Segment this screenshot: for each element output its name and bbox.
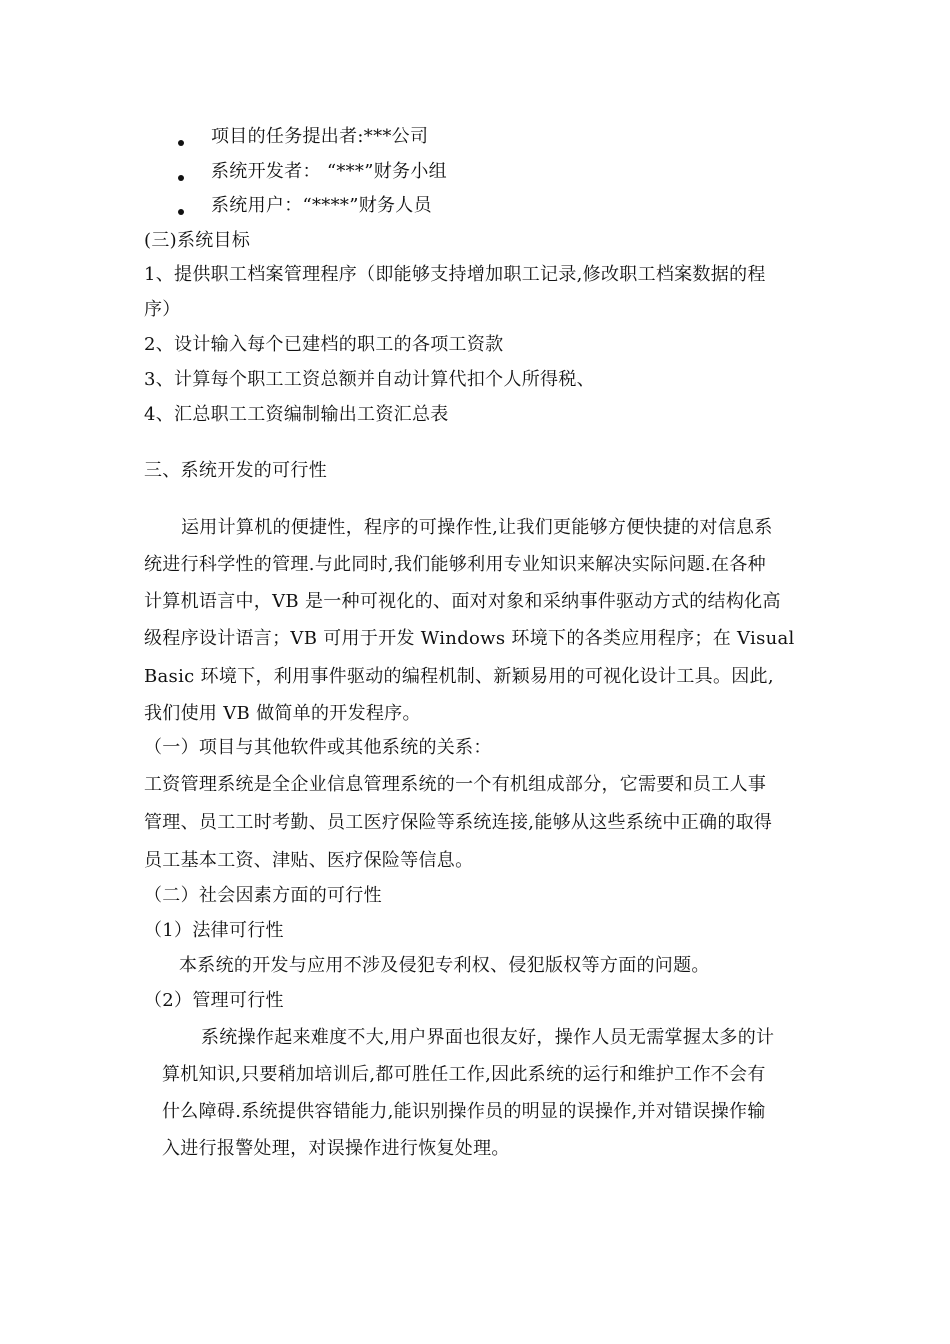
paragraph-line: 级程序设计语言；VB 可用于开发 Windows 环境下的各类应用程序；在 Visual — [144, 628, 795, 649]
section-heading: 三、系统开发的可行性 — [144, 460, 327, 481]
management-heading: （2）管理可行性 — [144, 990, 284, 1011]
paragraph-line: 管理、员工工时考勤、员工医疗保险等系统连接,能够从这些系统中正确的取得 — [144, 812, 773, 833]
subsection-heading: （一）项目与其他软件或其他系统的关系： — [144, 737, 492, 758]
bullet-dot — [178, 140, 184, 146]
goals-heading: (三)系统目标 — [144, 230, 251, 251]
paragraph-line: 我们使用 VB 做简单的开发程序。 — [144, 703, 421, 724]
paragraph-line: 系统操作起来难度不大,用户界面也很友好，操作人员无需掌握太多的计 — [201, 1027, 775, 1048]
paragraph-line: Basic 环境下，利用事件驱动的编程机制、新颖易用的可视化设计工具。因此, — [144, 666, 774, 687]
paragraph-line: 什么障碍.系统提供容错能力,能识别操作员的明显的误操作,并对错误操作输 — [162, 1101, 766, 1122]
paragraph-line: 工资管理系统是全企业信息管理系统的一个有机组成部分，它需要和员工人事 — [144, 774, 767, 795]
goal-item-3: 3、计算每个职工工资总额并自动计算代扣个人所得税、 — [144, 369, 595, 390]
legal-text: 本系统的开发与应用不涉及侵犯专利权、侵犯版权等方面的问题。 — [179, 955, 710, 976]
bullet-dot — [178, 175, 184, 181]
paragraph-line: 运用计算机的便捷性，程序的可操作性,让我们更能够方便快捷的对信息系 — [181, 517, 773, 538]
bullet-item-developer: 系统开发者： “***”财务小组 — [211, 161, 447, 182]
paragraph-line: 算机知识,只要稍加培训后,都可胜任工作,因此系统的运行和维护工作不会有 — [162, 1064, 766, 1085]
bullet-dot — [178, 209, 184, 215]
bullet-item-proposer: 项目的任务提出者:***公司 — [211, 126, 429, 147]
paragraph-line: 计算机语言中，VB 是一种可视化的、面对对象和采纳事件驱动方式的结构化高 — [144, 591, 781, 612]
legal-heading: （1）法律可行性 — [144, 920, 284, 941]
goal-item-4: 4、汇总职工工资编制输出工资汇总表 — [144, 404, 449, 425]
paragraph-line: 入进行报警处理，对误操作进行恢复处理。 — [162, 1138, 510, 1159]
goal-item-1-cont: 序） — [144, 299, 181, 320]
goal-item-1: 1、提供职工档案管理程序（即能够支持增加职工记录,修改职工档案数据的程 — [144, 264, 766, 285]
bullet-item-users: 系统用户：“****”财务人员 — [211, 195, 432, 216]
subsection-heading: （二）社会因素方面的可行性 — [144, 885, 382, 906]
paragraph-line: 员工基本工资、津贴、医疗保险等信息。 — [144, 850, 474, 871]
paragraph-line: 统进行科学性的管理.与此同时,我们能够利用专业知识来解决实际问题.在各种 — [144, 554, 766, 575]
goal-item-2: 2、设计输入每个已建档的职工的各项工资款 — [144, 334, 504, 355]
